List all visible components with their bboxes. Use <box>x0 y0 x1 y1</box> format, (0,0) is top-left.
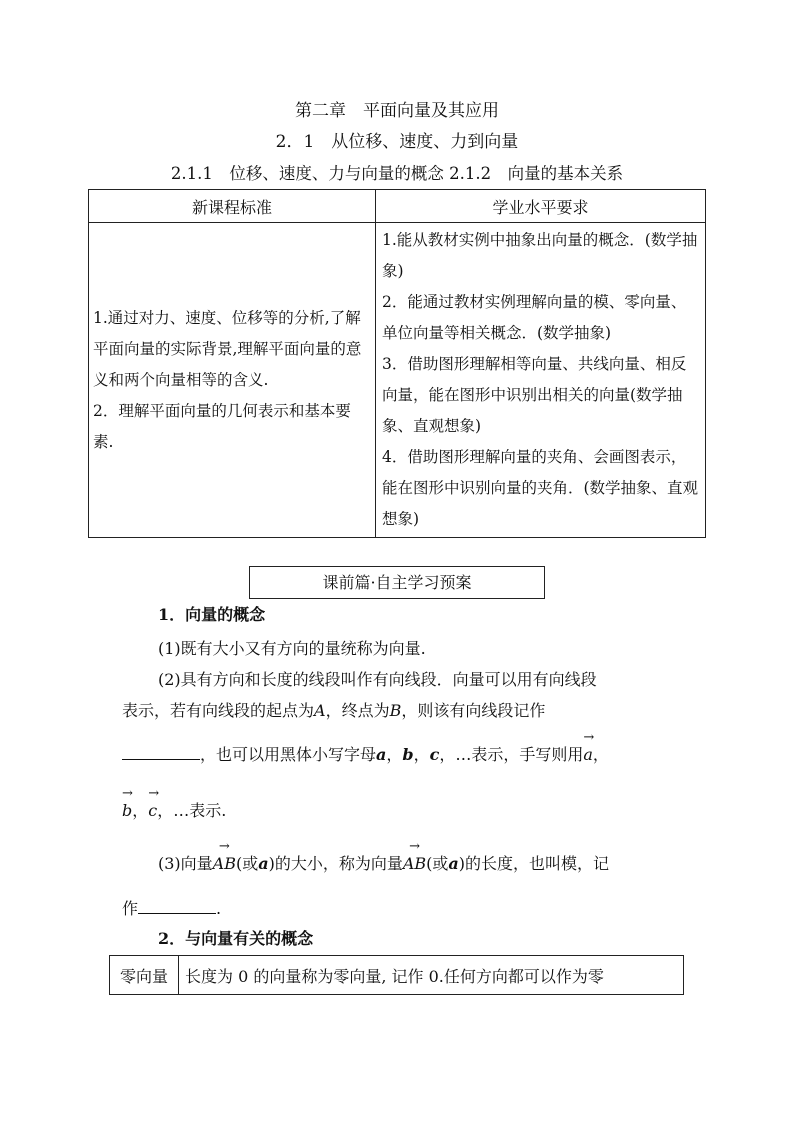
concept-definition-zero-vector: 长度为 0 的向量称为零向量, 记作 0.任何方向都可以作为零 <box>179 956 684 995</box>
vector-arrow-icon: → <box>409 839 420 854</box>
bold-var-c: c <box>429 745 440 764</box>
vector-arrow-icon: → <box>583 730 595 745</box>
vector-letter: a <box>583 745 593 764</box>
text-segment: ，…表示，手写则用 <box>439 745 584 764</box>
vector-c-handwritten <box>148 786 160 820</box>
fill-blank-1[interactable] <box>122 741 200 760</box>
vector-letter: c <box>148 801 158 820</box>
col-header-requirement: 学业水平要求 <box>376 190 706 223</box>
paragraph-1: (1)既有大小又有方向的量统称为向量. <box>158 639 426 658</box>
paragraph-2-line-2 <box>122 698 682 721</box>
standard-cell <box>89 223 376 538</box>
vector-ab <box>402 839 427 873</box>
text-segment: (或 <box>426 854 449 873</box>
bold-var-a: a <box>258 854 269 873</box>
requirement-item: 2．能通过教材实例理解向量的模、零向量、单位向量等相关概念．(数学抽象) <box>382 293 687 342</box>
text-segment: (或 <box>235 854 259 873</box>
vector-arrow-icon: → <box>122 786 133 801</box>
text-segment: 表示，若有向线段的起点为 <box>122 701 315 720</box>
subsection-title: 2.1.1 位移、速度、力与向量的概念 2.1.2 向量的基本关系 <box>170 164 624 183</box>
text-segment: ，终点为 <box>325 701 390 720</box>
requirement-item: 4．借助图形理解向量的夹角、会画图表示，能在图形中识别向量的夹角．(数学抽象、直观想象) <box>382 448 699 528</box>
requirement-item: 3．借助图形理解相等向量、共线向量、相反向量，能在图形中识别出相关的向量(数学抽象、直观想象) <box>382 355 687 435</box>
period: . <box>216 899 222 918</box>
bold-var-a: a <box>376 745 387 764</box>
bold-var-b: b <box>402 745 414 764</box>
chapter-title: 第二章 平面向量及其应用 <box>295 101 499 121</box>
text-segment: )的长度，也叫模，记 <box>458 854 610 873</box>
vector-arrow-icon: → <box>148 786 160 801</box>
col-header-standard: 新课程标准 <box>89 190 376 223</box>
comma: ， <box>132 801 149 820</box>
vector-letter: b <box>122 801 133 820</box>
vector-ab <box>212 839 236 873</box>
standards-table <box>88 189 706 538</box>
comma: ， <box>592 745 609 764</box>
standard-item: 2．理解平面向量的几何表示和基本要素. <box>93 401 351 451</box>
concept-label-zero-vector: 零向量 <box>110 956 179 995</box>
text-segment: ，则该有向线段记作 <box>401 701 546 720</box>
vector-letter: AB <box>212 854 236 873</box>
requirement-item: 1.能从教材实例中抽象出向量的概念．(数学抽象) <box>382 231 698 280</box>
bold-var-a: a <box>448 854 459 873</box>
text-segment: 作 <box>122 899 139 918</box>
paragraph-2-line-4 <box>122 786 682 821</box>
requirement-cell <box>376 223 706 538</box>
vector-letter: AB <box>402 854 427 873</box>
paragraph-3-line-2 <box>122 895 682 919</box>
heading-vector-concept: 1．向量的概念 <box>158 605 266 624</box>
text-segment: )的大小，称为向量 <box>268 854 403 873</box>
paragraph-2-line-1: (2)具有方向和长度的线段叫作有向线段．向量可以用有向线段 <box>158 670 597 689</box>
comma: ， <box>413 745 430 764</box>
concept-table <box>109 955 684 995</box>
vector-b-handwritten <box>122 786 133 820</box>
point-a-label: A <box>314 701 326 720</box>
heading-related-concepts: 2．与向量有关的概念 <box>158 929 314 948</box>
text-segment: (3)向量 <box>158 854 213 873</box>
section-title: 2．1 从位移、速度、力到向量 <box>275 132 519 152</box>
comma: ， <box>386 745 403 764</box>
fill-blank-2[interactable] <box>138 895 216 914</box>
point-b-label: B <box>389 701 402 720</box>
vector-a-handwritten <box>583 730 595 764</box>
paragraph-2-line-3 <box>122 730 682 765</box>
paragraph-3-line-1 <box>158 839 718 874</box>
text-segment: ，…表示. <box>157 801 227 820</box>
section-heading-box: 课前篇·自主学习预案 <box>249 566 545 599</box>
standard-item: 1.通过对力、速度、位移等的分析,了解平面向量的实际背景,理解平面向量的意义和两个向量相等的含义. <box>93 308 362 389</box>
vector-arrow-icon: → <box>218 839 230 854</box>
text-segment: ，也可以用黑体小写字母 <box>200 745 377 764</box>
